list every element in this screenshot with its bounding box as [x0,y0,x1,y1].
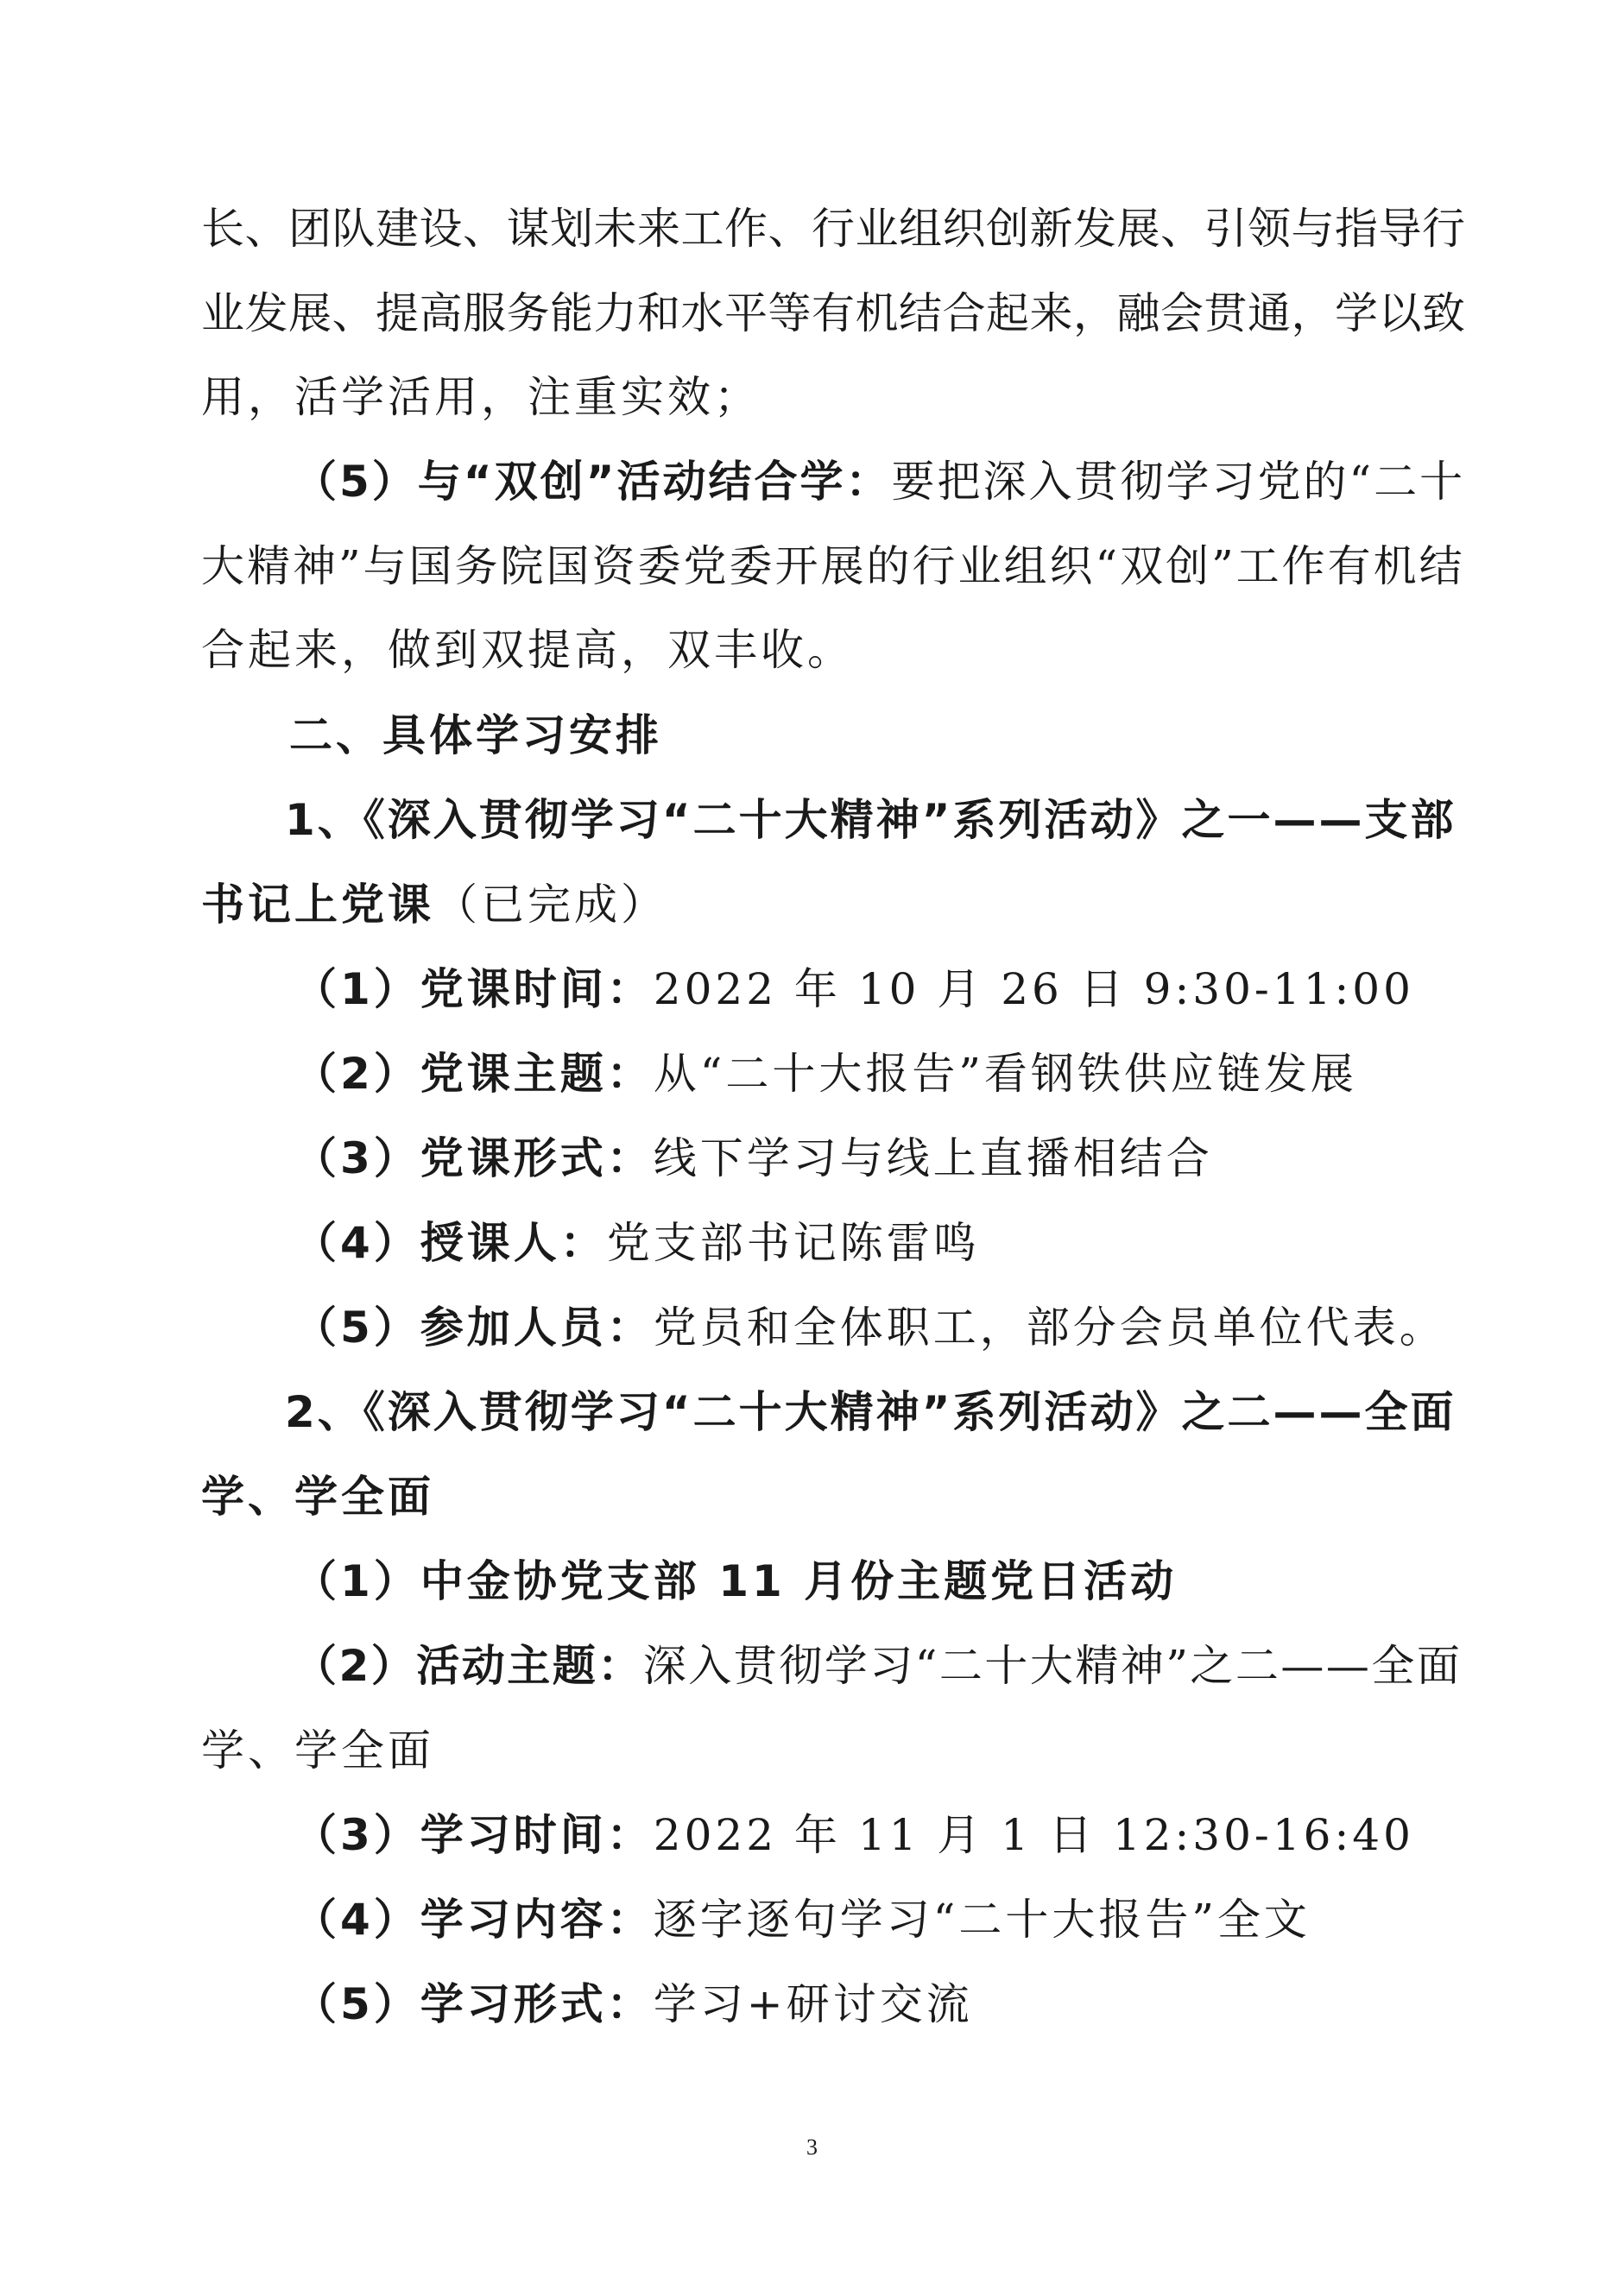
list-item [0,1809,1624,1861]
item-label: （3）党课形式： [294,1133,654,1183]
body-text: 用，活学活用，注重实效； [201,372,761,422]
item-label: （4）授课人： [294,1218,607,1268]
list-item [0,1132,1624,1184]
list-item [0,1555,1624,1607]
paragraph-line [0,287,1624,339]
paragraph-line [0,540,1624,592]
list-item [0,1302,1624,1353]
body-text: 长、团队建设、谋划未来工作、行业组织创新发展、引领与指导行 [201,204,1466,254]
list-item [0,963,1624,1015]
body-text: 合起来，做到双提高，双丰收。 [201,625,854,675]
item-value: 学、学全面 [201,1725,434,1776]
paragraph-line [0,371,1624,423]
paragraph-line [0,203,1624,255]
activity-title-line [0,879,1624,930]
list-item [0,1048,1624,1100]
item-value: 2022 年 11 月 1 日 12:30-16:40 [653,1810,1414,1860]
page-number: 3 [806,2135,818,2160]
list-item [0,1894,1624,1946]
activity-title-line [0,794,1624,846]
activity-title: 学、学全面 [201,1472,434,1522]
item-label: （1）党课时间： [294,964,654,1014]
section-heading-text: 二、具体学习安排 [289,710,662,760]
activity-title: 1、《深入贯彻学习“二十大精神”系列活动》之一——支部 [285,795,1457,845]
item-value: 线下学习与线上直播相结合 [653,1133,1213,1183]
body-text: 业发展、提高服务能力和水平等有机结合起来，融会贯通，学以致 [201,288,1466,338]
item-label: （5）与“双创”活动结合学： [294,457,892,507]
item-label: （5）学习形式： [294,1979,654,2029]
item-value: 逐字逐句学习“二十大报告”全文 [653,1895,1311,1945]
item-value: 2022 年 10 月 26 日 9:30-11:00 [653,964,1414,1014]
item-value: 深入贯彻学习“二十大精神”之二——全面 [642,1641,1463,1691]
item-label: （2）活动主题： [294,1641,643,1691]
activity-title: 2、《深入贯彻学习“二十大精神”系列活动》之二——全面 [285,1387,1457,1437]
item-value: 党员和全体职工，部分会员单位代表。 [653,1303,1446,1353]
item-value: 从“二十大报告”看钢铁供应链发展 [653,1049,1357,1099]
activity-title: 书记上党课 [201,880,434,930]
activity-title-line [0,1386,1624,1438]
paragraph-line [0,456,1624,508]
activity-title-line [0,1471,1624,1523]
item-label: （4）学习内容： [294,1895,654,1945]
item-value: 党支部书记陈雷鸣 [606,1218,980,1268]
item-value: 学习+研讨交流 [653,1979,973,2029]
item-label: （3）学习时间： [294,1810,654,1860]
list-item [0,1978,1624,2030]
body-text: 要把深入贯彻学习党的“二十 [891,457,1466,507]
paragraph-line [0,624,1624,676]
section-heading [0,710,1624,761]
list-item [0,1217,1624,1269]
item-label: （2）党课主题： [294,1049,654,1099]
item-label: （5）参加人员： [294,1303,654,1353]
list-item [0,1640,1624,1692]
body-text: 大精神”与国务院国资委党委开展的行业组织“双创”工作有机结 [201,541,1465,591]
status-text: （已完成） [434,880,667,930]
paragraph-line [0,1725,1624,1776]
item-label: （1）中金协党支部 11 月份主题党日活动 [294,1556,1178,1606]
